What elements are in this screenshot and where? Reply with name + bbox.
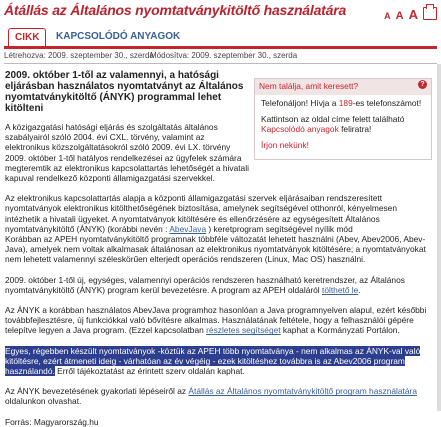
article-paragraph: Az elektronikus kapcsolattartás alapja a központi államigazgatási szervek eljárásaiban rendszeresített nyomtatványok elektronikus kitölthetőségének biztosítása, amelynek segítségével otthonról, kényelmesen intézhetik a hivatali ügyeket. A nyomtatványok kitöltésére és ellenőrzésére az egységesített Általános nyomtatványkitöltő (ÁNYK) (korábbi nevén : AbevJava ) keretprogram segítségével nyílik mód bbox=[5, 193, 397, 234]
font-medium-button[interactable]: A bbox=[395, 10, 404, 22]
page-title: Átállás az Általános nyomtatványkitöltő használatára bbox=[4, 2, 347, 18]
transition-link[interactable]: Átállás az Általános nyomtatványkitöltő program használatára bbox=[188, 386, 417, 397]
question-icon: ? bbox=[418, 80, 427, 89]
article-paragraph: Az ÁNYK a korábban használatos AbevJava programhoz hasonlóan a Java programnyelven alapul, ezért későbbi továbbfejlesztésre, új funkciókkal való bővítésre alkalmas. Használatának feltétele, hogy a felhasználói gépére telepítve legyen a Java program. (Ezzel kapcsolatban részletes segítséget kaphat a Kormányzati Portálon. bbox=[5, 305, 427, 336]
article-source: Forrás: Magyarország.hu bbox=[5, 416, 99, 427]
write-us-link[interactable]: Írjon nekünk! bbox=[261, 140, 309, 150]
print-icon[interactable] bbox=[423, 7, 437, 20]
article-body bbox=[5, 66, 431, 427]
related-materials-link[interactable]: Kapcsolódó anyagok bbox=[261, 124, 339, 134]
highlighted-text: Egyes, régebben készült nyomtatványok -köztük az APEH több nyomtatványa - nem alkalmas az ÁNYK-val való kitöltésre, ezért átmeneti ideig - várhatóan az év végéig - ezek kitöltéshez továbbra is az Abev2006 program használandó. bbox=[5, 345, 421, 377]
article-paragraph: Egyes, régebben készült nyomtatványok -köztük az APEH több nyomtatványa - nem alkalmas az ÁNYK-val való kitöltésre, ezért átmeneti ideig - várhatóan az év végéig - ezek kitöltéshez továbbra is az Abev2006 program használandó. Erről tájékoztatást az érintett szerv oldalán kaphat. bbox=[5, 345, 421, 377]
phone-link[interactable]: 189 bbox=[338, 98, 353, 108]
meta-dates bbox=[4, 51, 298, 60]
created-date: Létrehozva: 2009. szeptember 30., szerda bbox=[4, 51, 154, 60]
tab-bar bbox=[4, 28, 437, 49]
article-intro: A közigazgatási hatósági eljárás és szolgáltatás általános szabályairól szóló 2004. évi CXL. törvény, valamint az elektronikus közszolgáltatásokról szóló 2009. évi LX. törvény 2009. október 1-től hatályos rendelkezései az ügyfelek számára megteremtik az elektronikus kapcsolattartás lehetőségét a hivatali kapuval rendelkező központi államigazgatási szervekkel. bbox=[5, 122, 249, 184]
article-lead: 2009. október 1-től az valamennyi, a hatósági eljárásban használatos nyomtatványt az Általános nyomtatványkitöltő (ÁNYK) programmal lehet kitölteni bbox=[5, 70, 244, 114]
modified-date: Módosítva: 2009. szeptember 30., szerda bbox=[150, 51, 298, 60]
abevjava-link[interactable]: AbevJava bbox=[169, 223, 207, 234]
download-link[interactable]: tölthető le bbox=[322, 284, 359, 295]
toolbar bbox=[384, 6, 437, 22]
scrollbar[interactable] bbox=[437, 64, 441, 411]
article-paragraph: Korábban az APEH nyomtatványkitöltő programnak többféle változatát lehetett használni (Abev, Abev2006, Abev-Java), amelyek nem voltak alkalmasak általánosan az elektronikus nyomtatványok kitöltésére; a nyomtatványokat nem lehetett valamennyi széleskörűen elterjedt operációs rendszeren (Linux, Mac OS) használni. bbox=[5, 234, 426, 265]
font-small-button[interactable]: A bbox=[384, 11, 391, 21]
tab-cikk[interactable]: CIKK bbox=[8, 28, 46, 46]
article-paragraph: 2009. október 1-től új, egységes, valamennyi operációs rendszeren használható keretrendszer, az Általános nyomtatványkitöltő (ÁNYK) program kerül bevezetésre. A program az APEH oldaláról tölthető le. bbox=[5, 274, 405, 295]
detailed-help-link[interactable]: részletes segítséget bbox=[206, 325, 281, 336]
help-box-title: Nem találja, amit keresett? bbox=[259, 81, 359, 91]
help-phone: Telefonáljon! Hívja a 189-es telefonszámot! bbox=[261, 98, 422, 108]
font-large-button[interactable]: A bbox=[408, 7, 418, 22]
article-paragraph: Az ÁNYK bevezetésének gyakorlati lépéseiről az Átállás az Általános nyomtatványkitöltő program használatára oldalunkon olvashat. bbox=[5, 386, 417, 407]
divider bbox=[4, 63, 437, 64]
help-find: Kattintson az oldal címe felett található Kapcsolódó anyagok feliratra! bbox=[261, 114, 405, 134]
tab-kapcsolodo-anyagok[interactable]: KAPCSOLÓDÓ ANYAGOK bbox=[56, 31, 181, 42]
